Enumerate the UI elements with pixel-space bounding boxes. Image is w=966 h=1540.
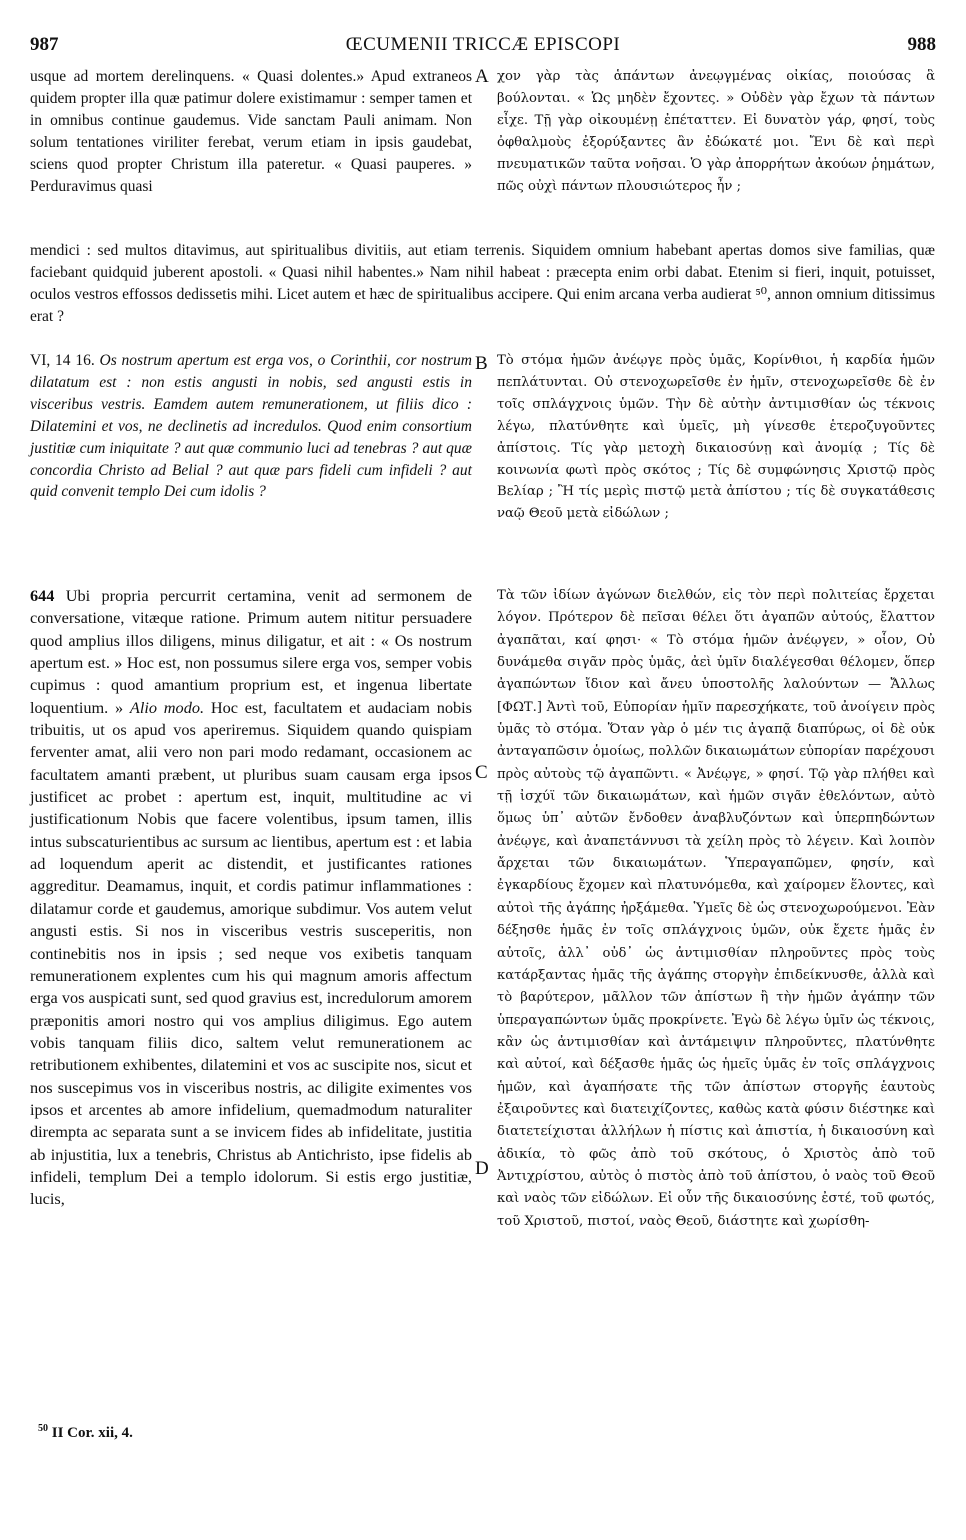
latin-commentary-block <box>30 585 472 1211</box>
greek-scripture-text: Τὸ στόμα ἡμῶν ἀνέῳγε πρὸς ὑμᾶς, Κορίνθιοι, ἡ καρδία ἡμῶν πεπλάτυνται. Οὐ στενοχωρεῖσθε ἐν ἡμῖν, στενοχωρεῖσθε δὲ ἐν τοῖς σπλάγχνοις ὑμῶν. Τὴν δὲ αὐτὴν ἀντιμισθίαν ὡς τέκνοις λέγω, πλατύνθητε καὶ ὑμεῖς, μὴ γίνεσθε ἑτεροζυγοῦντες ἀπίστοις. Τίς γὰρ μετοχὴ δικαιοσύνῃ καὶ ἀνομίᾳ ; Τίς δὲ κοινωνία φωτὶ πρὸς σκότος ; Τίς δὲ συμφώνησις Χριστῷ πρὸς Βελίαρ ; Ἢ τίς μερὶς πιστῷ μετὰ ἀπίστου ; τίς δὲ συγκατάθεσις ναῷ Θεοῦ μετὰ εἰδώλων ; <box>497 353 935 522</box>
page-number-right: 988 <box>907 34 936 55</box>
greek-top-paragraph <box>497 66 935 197</box>
latin-top-paragraph <box>30 66 472 197</box>
running-title: ŒCUMENII TRICCÆ EPISCOPI <box>345 34 621 55</box>
latin-commentary-paragraph <box>30 585 472 1211</box>
greek-commentary-block <box>497 585 935 1233</box>
footnote-number: 50 <box>38 1423 48 1434</box>
margin-letter-d: D <box>475 1158 489 1179</box>
footnote-text: II Cor. xii, 4. <box>51 1425 133 1441</box>
section-number: 644 <box>30 586 55 605</box>
latin-alio-modo: Alio modo. <box>129 697 205 717</box>
latin-scripture-paragraph <box>30 350 472 503</box>
margin-letter-a: A <box>475 66 489 87</box>
latin-scripture-block <box>30 350 472 503</box>
footnote <box>38 1423 133 1442</box>
scripture-reference: VI, 14 16. <box>30 352 95 369</box>
latin-full-text: mendici : sed multos ditavimus, aut spiritualibus divitiis, aut etiam terrenis. Siquidem omnium habebant apertas domos sive familias, quæ faciebant quidquid juberent apostoli. « Quasi nihil habentes.» Nam nihil habeat : præcepta enim orbi dabat. Etenim si fieri, inquit, potuisset, oculos vestros effossos dedissetis mihi. Licet autem et hæc de spiritualibus accipere. Qui enim arcana verba audierat ⁵⁰, annon omnium ditissimus erat ? <box>30 242 935 325</box>
latin-commentary-rest: Hoc est, facultatem et audaciam nobis tribuitis, ut os apud vos aperiremus. Siquidem quando quispiam ferventer amat, alii vero non pari modo redamant, occasionem ac facultatem amanti præbent, ut pluribus suam causam erga ipsos justificet ac probet : apertum est, inquit, multitudine ac vi justificationum Nobis que facere volentibus, ipsum tamen, illis intus subscaturientibus ac sursum ac lientibus, apertum est : et labia ad loquendum aperit ac distendit, et justificantes rationes aggreditur. Deamamus, inquit, et cordis patimur inflammationes : dilatamur corde et gaudemus, amorique subdimur. Vos autem velut angusti estis. Si nos in visceribus vestris susceperitis, non continebitis nos in ipsis ; sed neque vos exibetis tanquam remunerationem explentes cum his qui magnum amoris affectum erga vos auspicati sunt, sed quod gravius est, incredulorum amorem præponitis amori nostro qui vos amplius diligimus. Ego autem vobis tanquam filiis dico, saltem velut remunerationem ac retributionem exhibentes, dilatemini et vos ac suscipite nos, sicut et nos suscepimus vos in visceribus nostris, ac diligite eximentes vos ipsos et arcentes ab amore infidelium, quemadmodum naturaliter dirempta ac separata sunt a se invicem fides ab infidelitate, justitia ab injustitia, lux a tenebris, Christus ab Antichristo, ipse fidelis ab infideli, templum Dei a templo idolorum. Si estis ergo justitiæ, lucis, <box>30 697 472 1209</box>
latin-full-width-paragraph <box>30 240 935 328</box>
page-number-left: 987 <box>30 34 59 55</box>
margin-letter-c: C <box>475 762 488 783</box>
latin-commentary-text: Ubi propria percurrit certamina, venit ad sermonem de conversatione, vitæque ratione. Primum autem nititur persuadere quod amplius illos diligens, minus diligatur, et ait : « Os nostrum apertum est. » Hoc est, non possumus silere erga vos, semper vobis cupimus : quod amantium proprium est, et ingenua libertate loquentium. » <box>30 586 472 717</box>
greek-top-text: χον γὰρ τὰς ἁπάντων ἀνεῳγμένας οἰκίας, ποιούσας ἃ βούλονται. « Ὡς μηδὲν ἔχοντες. » Οὐδὲν γὰρ ἔχων τὰ πάντων εἶχε. Τῇ γὰρ οἰκουμένῃ ἐπέταττεν. Εἰ δυνατὸν γάρ, φησί, τοὺς ὀφθαλμοὺς ἐξορύξαντες ἂν ἐδώκατέ μοι. Ἔνι δὲ καὶ περὶ πνευματικῶν ταῦτα νοῆσαι. Ὁ γὰρ ἀπορρήτων ἀκούων ῥημάτων, πῶς οὐχὶ πάντων πλουσιώτερος ἦν ; <box>497 69 935 194</box>
margin-letter-b: B <box>475 353 488 374</box>
latin-top-text: usque ad mortem derelinquens. « Quasi dolentes.» Apud extraneos quidem propter illa quæ patimur dolere existimamur : semper tamen et in omnibus continue gaudemus. Vide sanctam Pauli animam. Non solum tentationes viriliter ferebat, verum etiam in ipsis gaudebat, sciens quod propter Christum illa pateretur. « Quasi pauperes. » Perduravimus quasi <box>30 68 472 195</box>
latin-scripture-text: Os nostrum apertum est erga vos, o Corinthii, cor nostrum dilatatum est : non estis angusti in nobis, sed angusti estis in visceribus vestris. Eamdem autem remunerationem, ut filiis dico : Dilatemini et vos, ne declinetis ad incredulos. Quod enim consortium justitiæ cum iniquitate ? aut quæ communio luci ad tenebras ? aut quæ concordia Christo ad Belial ? aut quæ pars fideli cum infideli ? aut quid convenit templo Dei cum idolis ? <box>30 352 473 501</box>
greek-scripture-block <box>497 350 935 525</box>
greek-commentary-text: Τὰ τῶν ἰδίων ἀγώνων διελθών, εἰς τὸν περὶ πολιτείας ἔρχεται λόγον. Πρότερον δὲ πεῖσαι θέλει ὅτι ἀγαπῶν αὐτούς, ἔλαττον ἀγαπᾶται, καί φησι· « Τὸ στόμα ἡμῶν ἀνέῳγεν, » οἷον, Οὐ δυνάμεθα σιγᾶν πρὸς ὑμᾶς, ἀεὶ ὑμῖν διαλέγεσθαι θέλομεν, ὅπερ ἀγαπώντων ἴδιον καὶ ἄνευ ὑποστολῆς λαλούντων — Ἄλλως [ΦΩΤ.] Ἀντὶ τοῦ, Εὐπορίαν ἡμῖν παρεσχήκατε, τοῦ ἀνοίγειν πρὸς ὑμᾶς τὸ στόμα. Ὅταν γὰρ ὁ μέν τις ἀγαπᾷ διαπύρως, οἱ δὲ οὐκ ἀνταγαπῶσιν ὁμοίως, πολλῶν δικαιωμάτων εὐπορίαν παρέχουσι πρὸς αὐτοὺς τῷ ἀγαπῶντι. « Ἀνέῳγε, » φησί. Τῷ γὰρ πλήθει καὶ τῇ ἰσχύϊ τῶν δικαιωμάτων, καὶ ἡμῶν σιγᾶν ἐθελόντων, αὐτὸ ὅμως ὑπ᾽ αὐτῶν ἔνδοθεν ἀναβλυζόντων καὶ ὑπερπηδώντων ἀνέῳγε, καὶ ἀναπετάννυσι τὰ χείλη πρὸς τὸ λέγειν. Καὶ λοιπὸν ἄρχεται τῶν δικαιωμάτων. Ὑπεραγαπῶμεν, φησίν, καὶ ἐγκαρδίους ἔχομεν καὶ πλατυνόμεθα, καὶ χαίρομεν ἕλοντες, καὶ αὐτοὶ τῆς ἀγάπης ἠρξάμεθα. Ὑμεῖς δὲ ὡς στενοχωρούμενοι. Ἐὰν δέξησθε ἡμᾶς ἐν τοῖς σπλάγχνοις ὑμῶν, οὐκ ἔχετε ἡμᾶς ἐν αὐτοῖς, ἀλλ᾽ οὐδ᾽ ὡς ἀντιμισθίαν πληροῦντες πρὸς τοὺς κατάρξαντας ἡμᾶς τῆς ἀγάπης στοργὴν ἐπιδείκνυσθε, ἀλλὰ καὶ τὸ βαρύτερον, μᾶλλον τῶν ἀπίστων ἢ τὴν ἡμῶν ἀγάπην τῶν ὑπεραγαπώντων ὑμᾶς προκρίνετε. Ἐγὼ δὲ λέγω ὑμῖν ὡς τέκνοις, κἂν ὡς ἀντιμισθίαν καὶ ἀντάμειψιν πληροῦντες, πλατύνθητε καὶ αὐτοί, καὶ δέξασθε ἡμᾶς ὡς ἡμεῖς ὑμᾶς ἐν τοῖς σπλάγχνοις ἡμῶν, καὶ ἀγαπήσατε τῆς τῶν ἀπίστων στοργῆς ἑαυτοὺς ἐξαιροῦντες καὶ διατειχίζοντες, καθὼς κατὰ φύσιν διέστηκε καὶ διατετείχισται ἀλλήλων ἡ πίστις καὶ ἀπιστία, ἡ δικαιοσύνη καὶ ἀδικία, τὸ φῶς ἀπὸ τοῦ σκότους, ὁ Χριστὸς ἀπὸ τοῦ Ἀντιχρίστου, αὐτὸς ὁ πιστὸς ἀπὸ τοῦ ἀπίστου, ὁ ναὸς τοῦ Θεοῦ καὶ ναὸς τῶν εἰδώλων. Εἰ οὖν τῆς δικαιοσύνης ἐστέ, τοῦ φωτός, τοῦ Χριστοῦ, πιστοί, ναὸς Θεοῦ, διάστητε καὶ χωρίσθη- <box>497 588 935 1229</box>
